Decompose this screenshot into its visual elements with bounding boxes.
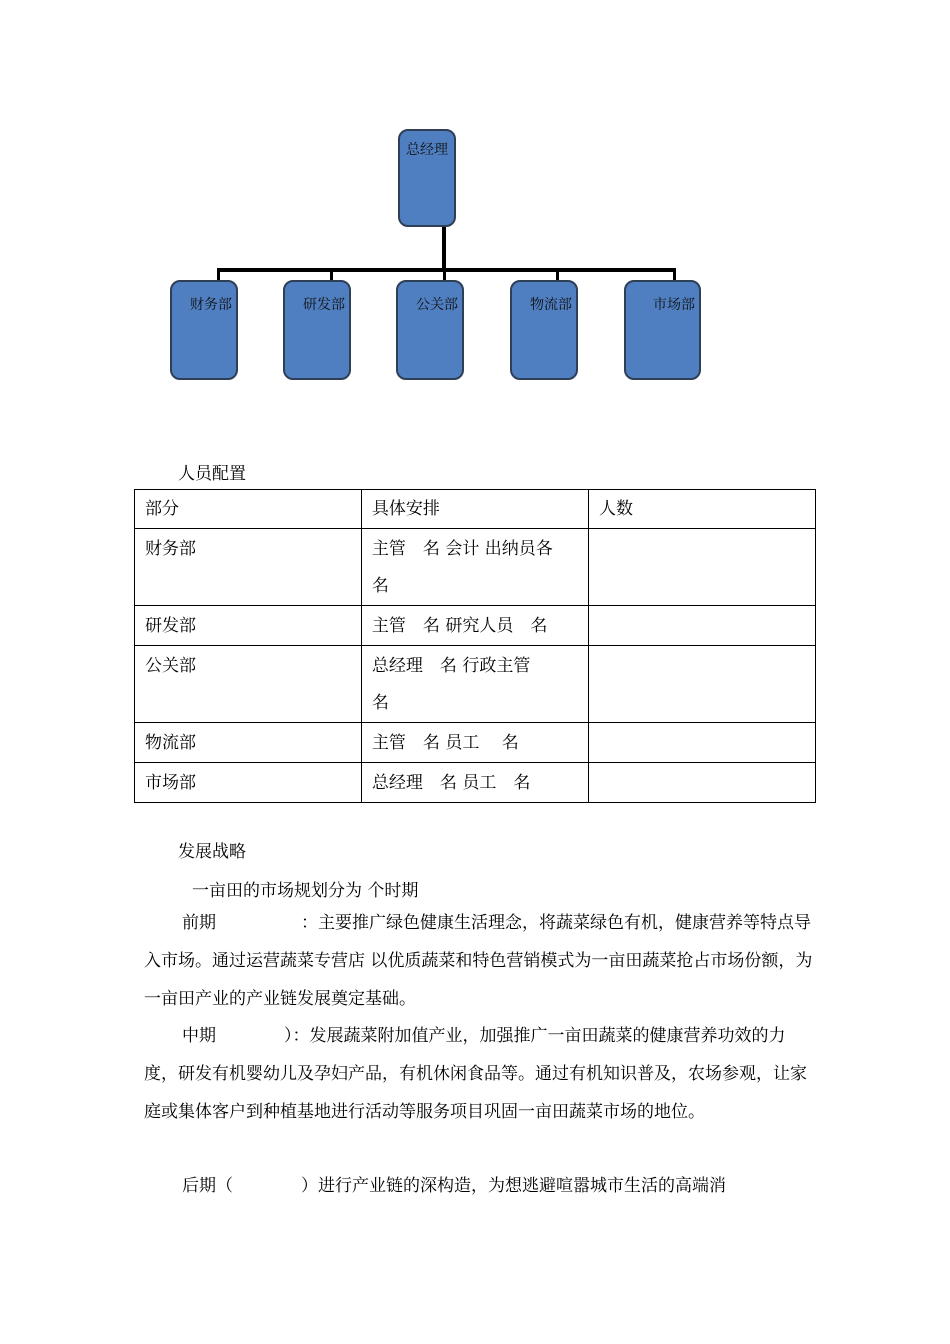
table-row	[135, 763, 816, 803]
org-node-rnd	[283, 280, 351, 380]
org-node-label: 研发部	[303, 297, 345, 313]
staffing-heading: 人员配置	[178, 464, 246, 484]
table-cell-dept: 财务部	[135, 529, 362, 606]
table-cell-arrangement: 总经理 名 员工 名	[361, 763, 588, 803]
table-cell-count	[589, 763, 816, 803]
org-node-logistics	[510, 280, 578, 380]
table-cell-arrangement: 主管 名 员工 名	[361, 723, 588, 763]
table-cell-arrangement: 主管 名 研究人员 名	[361, 606, 588, 646]
org-node-marketing	[624, 280, 701, 380]
table-cell-count	[589, 606, 816, 646]
table-cell-count	[589, 646, 816, 723]
table-row	[135, 606, 816, 646]
table-cell-count	[589, 723, 816, 763]
org-node-label: 财务部	[190, 297, 232, 313]
connector-vertical	[442, 227, 446, 270]
org-node-pr	[396, 280, 464, 380]
strategy-late-paragraph: 后期（ ）进行产业链的深构造，为想逃避喧嚣城市生活的高端消	[182, 1176, 726, 1196]
strategy-heading: 发展战略	[178, 842, 246, 862]
table-header-cell: 部分	[135, 490, 362, 529]
table-header-cell: 具体安排	[361, 490, 588, 529]
table-row	[135, 723, 816, 763]
table-cell-dept: 市场部	[135, 763, 362, 803]
table-cell-arrangement: 主管 名 会计 出纳员各 名	[361, 529, 588, 606]
table-header-cell: 人数	[589, 490, 816, 529]
table-cell-dept: 研发部	[135, 606, 362, 646]
table-row	[135, 646, 816, 723]
org-node-label: 公关部	[416, 297, 458, 313]
staffing-table	[134, 489, 816, 803]
org-node-label: 市场部	[653, 297, 695, 313]
table-cell-arrangement: 总经理 名 行政主管 名	[361, 646, 588, 723]
table-header-row	[135, 490, 816, 529]
org-node-label: 物流部	[530, 297, 572, 313]
org-node-finance	[170, 280, 238, 380]
org-node-general-manager	[398, 129, 456, 227]
connector-horizontal	[217, 268, 676, 272]
strategy-middle-paragraph: 中期 ）：发展蔬菜附加值产业，加强推广一亩田蔬菜的健康营养功效的力度，研发有机婴幼儿及孕妇产品，有机休闲食品等。通过有机知识普及，农场参观，让家庭或集体客户到种植基地进行活动等服务项目巩固一亩田蔬菜市场的地位。	[144, 1026, 807, 1122]
org-node-label: 总经理	[406, 142, 448, 158]
strategy-early-paragraph: 前期 ：主要推广绿色健康生活理念，将蔬菜绿色有机，健康营养等特点导入市场。通过运营蔬菜专营店 以优质蔬菜和特色营销模式为一亩田蔬菜抢占市场份额，为一亩田产业的产业链发展奠定基础。	[144, 913, 813, 1009]
table-row	[135, 529, 816, 606]
table-cell-dept: 物流部	[135, 723, 362, 763]
org-chart	[0, 0, 950, 400]
strategy-intro: 一亩田的市场规划分为 个时期	[192, 881, 419, 901]
table-cell-dept: 公关部	[135, 646, 362, 723]
table-cell-count	[589, 529, 816, 606]
